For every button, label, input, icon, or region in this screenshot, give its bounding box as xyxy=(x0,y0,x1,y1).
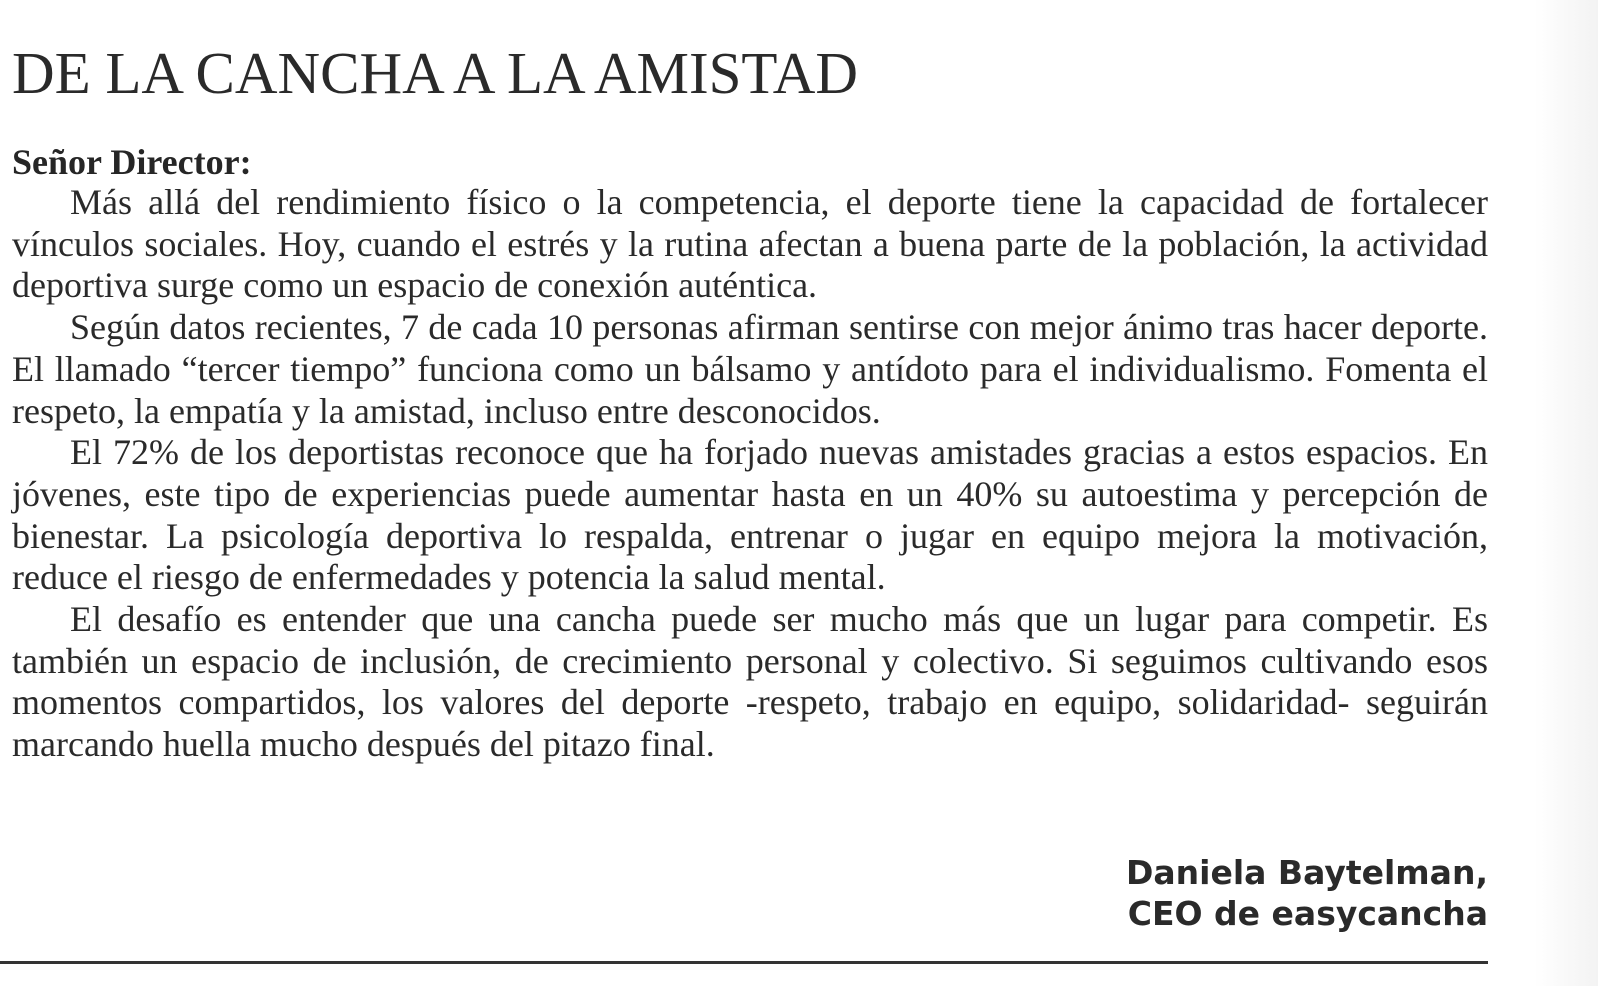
paragraph-1: Más allá del rendimiento físico o la competencia, el deporte tiene la capacidad de fortalecer vínculos sociales. Hoy, cuando el estrés y la rutina afectan a buena parte de la población, la actividad deportiva surge como un espacio de conexión auténtica. xyxy=(12,182,1488,306)
signature-block xyxy=(1126,852,1488,934)
letter-headline: DE LA CANCHA A LA AMISTAD xyxy=(12,40,858,106)
signature-role: CEO de easycancha xyxy=(1127,894,1488,933)
paragraph-4: El desafío es entender que una cancha puede ser mucho más que un lugar para competir. Es también un espacio de inclusión, de crecimiento personal y colectivo. Si seguimos cultivando esos momentos compartidos, los valores del deporte -respeto, trabajo en equipo, solidaridad- seguirán marcando huella mucho después del pitazo final. xyxy=(12,599,1488,765)
salutation: Señor Director: xyxy=(12,142,252,182)
signature-name: Daniela Baytelman, xyxy=(1126,853,1488,892)
bottom-rule xyxy=(0,961,1488,964)
letter-body xyxy=(12,182,1488,766)
paragraph-3: El 72% de los deportistas reconoce que ha forjado nuevas amistades gracias a estos espacios. En jóvenes, este tipo de experiencias puede aumentar hasta en un 40% su autoestima y percepción de bienestar. La psicología deportiva lo respalda, entrenar o jugar en equipo mejora la motivación, reduce el riesgo de enfermedades y potencia la salud mental. xyxy=(12,432,1488,598)
paragraph-2: Según datos recientes, 7 de cada 10 personas afirman sentirse con mejor ánimo tras hacer deporte. El llamado “tercer tiempo” funciona como un bálsamo y antídoto para el individualismo. Fomenta el respeto, la empatía y la amistad, incluso entre desconocidos. xyxy=(12,307,1488,431)
page-edge-shade xyxy=(1534,0,1598,986)
